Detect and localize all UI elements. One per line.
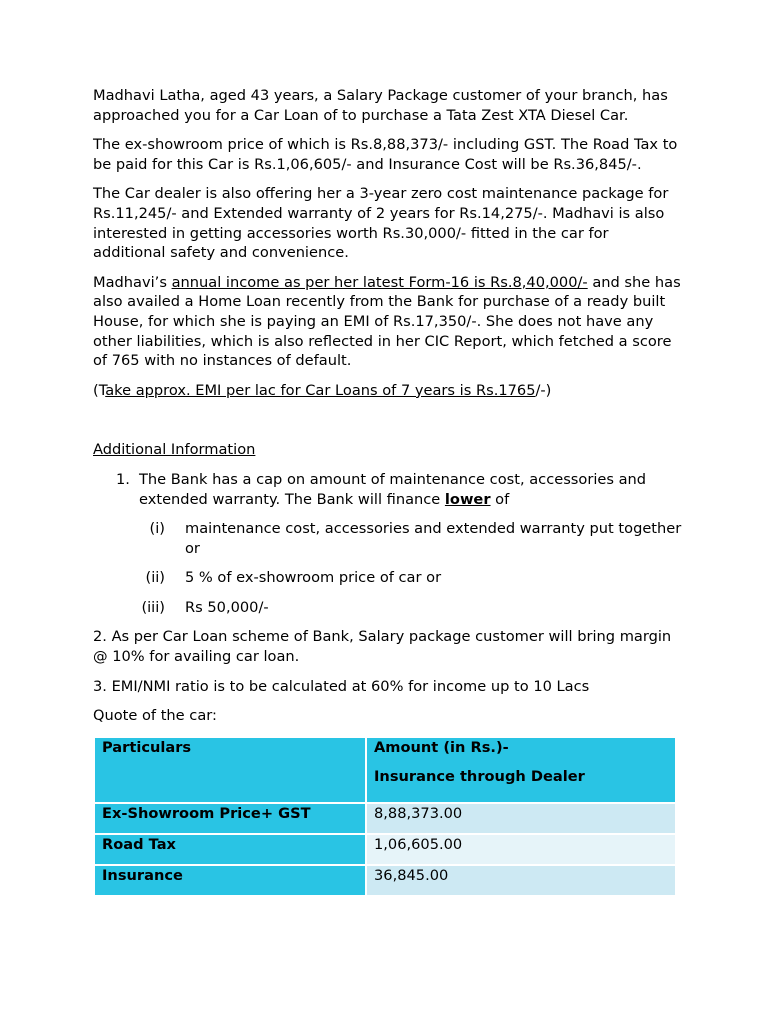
roman-number: (ii)	[145, 569, 165, 587]
row-value: 1,06,605.00	[366, 834, 676, 865]
header-particulars: Particulars	[94, 737, 366, 803]
list-item-1-emphasis: lower	[444, 490, 491, 508]
car-quote-table	[93, 736, 677, 897]
list-item-3: 3. EMI/NMI ratio is to be calculated at 60% for income up to 10 Lacs	[93, 677, 590, 695]
row-label: Insurance	[94, 865, 366, 896]
income-text-pre: Madhavi’s	[93, 273, 172, 291]
table-row	[94, 834, 676, 865]
row-value: 8,88,373.00	[366, 803, 676, 834]
additional-info-heading: Additional Information	[93, 441, 256, 459]
table-row	[94, 865, 676, 896]
list-item-1-pre: The Bank has a cap on amount of maintenance cost, accessories and extended warranty. The Bank will finance	[139, 470, 647, 508]
header-amount-line1: Amount (in Rs.)-	[374, 738, 509, 756]
list-item-1-post: of	[490, 490, 510, 508]
list-item-1-text	[139, 470, 683, 509]
roman-item-ii	[93, 568, 683, 588]
roman-text: 5 % of ex-showroom price of car or	[185, 569, 442, 587]
emi-note-post: /-)	[535, 381, 552, 399]
row-label: Road Tax	[94, 834, 366, 865]
income-underlined: annual income as per her latest Form-16 is Rs.8,40,000/-	[171, 273, 588, 291]
paragraph-income	[93, 273, 683, 371]
roman-item-iii	[93, 598, 683, 618]
table-row	[94, 803, 676, 834]
row-label: Ex-Showroom Price+ GST	[94, 803, 366, 834]
emi-note-pre: (T	[93, 381, 106, 399]
paragraph-dealer-offer: The Car dealer is also offering her a 3-year zero cost maintenance package for Rs.11,245/- and Extended warranty of 2 years for Rs.14,275/-. Madhavi is also interested in getting accessories worth Rs.30,000/- fitted in the car for additional safety and convenience.	[93, 185, 669, 262]
emi-note-underlined: ake approx. EMI per lac for Car Loans of 7 years is Rs.1765	[105, 381, 536, 399]
paragraph-price: The ex-showroom price of which is Rs.8,88,373/- including GST. The Road Tax to be paid for this Car is Rs.1,06,605/- and Insurance Cost will be Rs.36,845/-.	[93, 136, 678, 173]
quote-label: Quote of the car:	[93, 707, 217, 725]
list-item-2: 2. As per Car Loan scheme of Bank, Salary package customer will bring margin @ 10% for availing car loan.	[93, 628, 672, 666]
paragraph-intro: Madhavi Latha, aged 43 years, a Salary Package customer of your branch, has approached you for a Car Loan of to purchase a Tata Zest XTA Diesel Car.	[93, 87, 668, 124]
roman-text: maintenance cost, accessories and extended warranty put together or	[185, 520, 682, 557]
table-header-row	[94, 737, 676, 803]
header-amount-line2: Insurance through Dealer	[374, 768, 585, 786]
document-page	[93, 86, 683, 897]
roman-number: (i)	[149, 520, 165, 538]
row-value: 36,845.00	[366, 865, 676, 896]
list-item-1-number: 1.	[116, 470, 130, 488]
roman-text: Rs 50,000/-	[185, 598, 269, 616]
list-item-1	[93, 470, 683, 509]
roman-number: (iii)	[141, 598, 165, 616]
paragraph-emi-note	[93, 381, 683, 401]
header-amount	[366, 737, 676, 803]
income-text-post: and she has also availed a Home Loan recently from the Bank for purchase of a ready built House, for which she is paying an EMI of Rs.17,350/-. She does not have any other liabilities, which is also reflected in her CIC Report, which fetched a score of 765 with no instances of default.	[93, 273, 681, 370]
roman-item-i	[93, 519, 683, 558]
